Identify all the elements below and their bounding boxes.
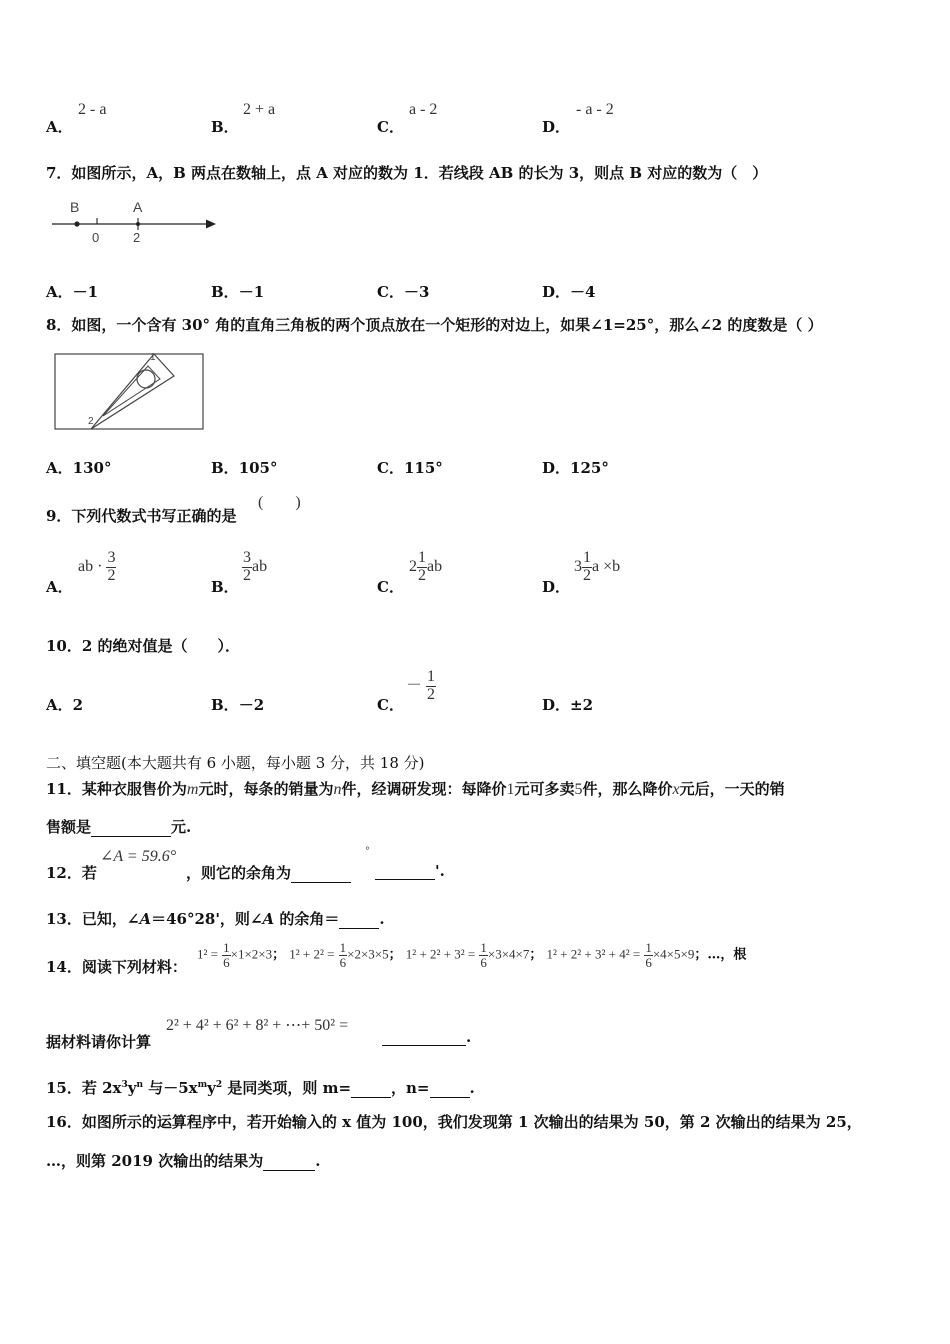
q13-text-c: 的余角＝ — [274, 910, 340, 928]
q9-option-c-expr — [409, 550, 442, 585]
q14-f1-left: 1² = — [197, 946, 218, 962]
q7-option-b — [211, 281, 264, 302]
q7-option-a-label: A． — [46, 283, 73, 301]
q6-option-c-expr: a - 2 — [409, 101, 438, 118]
q8-option-b-text: 105° — [238, 459, 278, 477]
q10-option-d-text: ±2 — [570, 696, 594, 714]
point-a-dot — [136, 222, 140, 226]
q14-f4-left: 1² + 2² + 3² + 4² = — [546, 946, 641, 962]
q14-sep-2: ； — [388, 947, 402, 963]
q7-text: 7．如图所示，A，B 两点在数轴上，点 A 对应的数为 1．若线段 AB 的长为 3，则点 B 对应的数为（ ） — [46, 164, 768, 182]
q8-rectangle-triangle-figure — [46, 346, 216, 436]
q12-expr: ∠A = 59.6° — [100, 848, 177, 865]
q13-answer-blank[interactable] — [339, 912, 379, 929]
q15-text-b2: y — [207, 1079, 216, 1097]
q9-option-d-label: D． — [542, 578, 571, 596]
q7-number-line-figure — [46, 194, 226, 250]
q15-sup-3: m — [197, 1080, 208, 1090]
q11-text-c: 件，经调研发现：每降价 — [341, 780, 507, 798]
q14-f3-fraction — [479, 941, 488, 969]
q8-option-a — [46, 457, 111, 478]
q11-text-a: 11．某种衣服售价为 — [46, 780, 187, 798]
q14-f1-den: 6 — [223, 954, 230, 970]
q15-text-c: 是同类项，则 m= — [222, 1079, 352, 1097]
q9-b-post: ab — [252, 557, 268, 575]
q14-f2-left: 1² + 2² = — [289, 946, 335, 962]
q14-sep-1: ； — [272, 947, 286, 963]
q10-option-b — [211, 694, 264, 715]
angle-1-label: 1 — [150, 352, 156, 363]
q14-f3-num: 1 — [480, 940, 487, 955]
q9-d-fraction — [582, 550, 592, 585]
q16-answer-blank[interactable] — [263, 1154, 315, 1171]
number-line-arrow-icon — [206, 220, 216, 229]
q13-text-end: . — [379, 910, 385, 928]
q14-f3-left: 1² + 2² + 3² = — [405, 946, 476, 962]
q9-d-num: 1 — [583, 549, 591, 566]
q6-option-a-expr: 2 - a — [78, 101, 107, 118]
q12-line-rest — [186, 862, 351, 883]
q15-line — [46, 1077, 475, 1098]
q8-option-c-label: C． — [377, 459, 404, 477]
q6-option-d — [542, 116, 570, 137]
q14-f1-fraction — [222, 941, 231, 969]
q9-b-num: 3 — [243, 549, 251, 566]
q9-c-post: ab — [427, 557, 443, 575]
q8-option-c-text: 115° — [403, 459, 443, 477]
q14-f1-num: 1 — [223, 940, 230, 955]
q16-line-2 — [46, 1150, 320, 1171]
q14-f3-den: 6 — [480, 954, 487, 970]
q14-answer — [382, 1028, 471, 1046]
q8-option-b — [211, 457, 278, 478]
label-b: B — [70, 199, 80, 215]
q7-option-d-text: －4 — [570, 283, 596, 301]
q14-answer-blank[interactable] — [382, 1029, 466, 1046]
q8-option-a-text: 130° — [72, 459, 112, 477]
q15-sup-1: 3 — [121, 1080, 128, 1090]
q9-c-den: 2 — [418, 566, 426, 584]
q15-m-blank[interactable] — [351, 1081, 391, 1098]
q9-c-fraction — [417, 550, 427, 585]
q14-end: . — [466, 1028, 472, 1046]
q9-a-fraction — [106, 550, 116, 585]
q8-option-a-label: A． — [46, 459, 73, 477]
q6-option-b-expr: 2 + a — [243, 101, 276, 118]
q11-answer-blank[interactable] — [91, 820, 171, 837]
q6-option-c — [377, 116, 404, 137]
q10-c-fraction — [426, 669, 436, 704]
q14-f2-num: 1 — [339, 940, 347, 955]
q12-degree-mark: ° — [365, 846, 370, 857]
q9-option-c-label: C． — [377, 578, 404, 596]
q14-expr-2: 2² + 4² + 6² + 8² + ⋯+ 50² = — [166, 1017, 349, 1034]
q8-option-d-text: 125° — [570, 459, 609, 477]
q14-f2-den: 6 — [339, 954, 347, 970]
q16-text-a: …，则第 2019 次输出的结果为 — [46, 1152, 264, 1170]
q12-line-end — [375, 862, 445, 880]
q16-text-end: . — [315, 1152, 321, 1170]
q6-option-d-expr: - a - 2 — [576, 101, 614, 118]
q9-option-b-expr — [242, 550, 267, 585]
q9-paren: ( ) — [258, 494, 301, 511]
q15-text-b: 与－5x — [143, 1079, 198, 1097]
q6-option-b-label: B． — [211, 118, 239, 136]
q7-option-b-text: －1 — [238, 283, 265, 301]
q14-lead: 14．阅读下列材料： — [46, 958, 187, 976]
q10-text: 10．2 的绝对值是（ ）． — [46, 637, 241, 655]
q9-option-b-label: B． — [211, 578, 239, 596]
q9-option-a-label: A． — [46, 578, 73, 596]
triangle-board-outer — [91, 354, 174, 429]
q10-c-den: 2 — [427, 685, 436, 703]
q15-text-a: 15．若 2x — [46, 1079, 122, 1097]
label-a: A — [133, 199, 143, 215]
tick-label-0: 0 — [92, 230, 100, 245]
q13-angle-a-2: ∠A — [249, 910, 275, 928]
q9-b-fraction — [242, 550, 252, 585]
tick-label-2: 2 — [133, 230, 141, 245]
q8-option-d — [542, 457, 609, 478]
q10-c-pre: － — [406, 676, 423, 694]
q11-text-f: 元后，一天的销 — [679, 780, 785, 798]
q6-option-d-label: D． — [542, 118, 571, 136]
q15-sup-4: 2 — [215, 1080, 223, 1090]
q12-text-pre: 12．若 — [46, 864, 97, 882]
q10-option-d-label: D． — [542, 696, 571, 714]
q11-text-b: 元时，每条的销量为 — [198, 780, 334, 798]
q15-text-end: . — [469, 1079, 475, 1097]
angle-2-label: 2 — [88, 416, 94, 427]
q10-option-a-label: A． — [46, 696, 73, 714]
q11-line-2 — [46, 816, 191, 837]
q11-num-1: 1 — [506, 781, 515, 798]
q11-text-e: 件，那么降价 — [582, 780, 673, 798]
q10-option-a — [46, 694, 83, 715]
point-b-dot — [74, 221, 79, 226]
q9-c-num: 1 — [418, 549, 426, 566]
q12-text-mid: ，则它的余角为 — [186, 864, 292, 882]
q10-option-c-expr — [406, 669, 436, 704]
q6-option-b — [211, 116, 239, 137]
q14-line-2: 据材料请你计算 — [46, 1033, 152, 1051]
q6-option-a-label: A． — [46, 118, 73, 136]
q7-option-b-label: B． — [211, 283, 239, 301]
q8-option-d-label: D． — [542, 459, 571, 477]
q9-a-den: 2 — [107, 566, 116, 584]
q15-text-a2: y — [127, 1079, 137, 1097]
q11-text-g: 售额是 — [46, 818, 92, 836]
q8-text: 8．如图，一个含有 30° 角的直角三角板的两个顶点放在一个矩形的对边上，如果∠1=25°，那么∠2 的度数是（ ） — [46, 316, 823, 334]
q10-option-b-label: B． — [211, 696, 239, 714]
q13-line — [46, 908, 385, 929]
q13-text-b: ＝46°28'，则 — [151, 910, 250, 928]
q12-minute-blank[interactable] — [375, 863, 435, 880]
q7-option-c-text: －3 — [403, 283, 430, 301]
q14-sep-3: ； — [529, 947, 543, 963]
q7-option-c-label: C． — [377, 283, 404, 301]
q12-degree-blank[interactable] — [291, 866, 351, 883]
q9-d-post: a ×b — [592, 557, 621, 575]
q14-f2-right: ×2×3×5 — [347, 946, 389, 962]
q11-text-h: 元. — [171, 818, 192, 836]
q8-option-b-label: B． — [211, 459, 239, 477]
q9-a-num: 3 — [107, 549, 116, 566]
q10-c-num: 1 — [427, 668, 436, 685]
q16-line-1: 16．如图所示的运算程序中，若开始输入的 x 值为 100，我们发现第 1 次输出的结果为 50，第 2 次输出的结果为 25， — [46, 1113, 862, 1131]
q12-line — [46, 862, 97, 883]
q9-a-pre: ab · — [78, 557, 103, 575]
q11-var-m: m — [186, 781, 199, 798]
section-2-heading: 二、填空题(本大题共有 6 小题，每小题 3 分，共 18 分) — [46, 754, 425, 772]
q7-option-a-text: －1 — [72, 283, 99, 301]
q7-option-d-label: D． — [542, 283, 571, 301]
q10-option-d — [542, 694, 593, 715]
q7-option-d — [542, 281, 595, 302]
q10-option-a-text: 2 — [72, 696, 84, 714]
q13-text-a: 13．已知， — [46, 910, 127, 928]
q11-text-d: 元可多卖 — [514, 780, 575, 798]
q14-f1-right: ×1×2×3 — [230, 946, 273, 962]
q9-option-d-expr — [574, 550, 620, 585]
q15-sup-2: n — [136, 1080, 144, 1090]
q6-option-c-label: C． — [377, 118, 404, 136]
q15-text-d: ，n= — [391, 1079, 430, 1097]
q14-f4-den: 6 — [645, 954, 652, 970]
q7-option-c — [377, 281, 429, 302]
q11-line-1 — [46, 778, 785, 799]
q10-option-b-text: －2 — [238, 696, 265, 714]
q9-d-den: 2 — [583, 566, 591, 584]
q9-text: 9．下列代数式书写正确的是 — [46, 507, 237, 525]
q11-var-x: x — [672, 781, 680, 798]
q9-option-a-expr — [78, 550, 116, 585]
q14-f4-right: ×4×5×9 — [652, 946, 695, 962]
q6-option-a — [46, 116, 73, 137]
q15-n-blank[interactable] — [430, 1081, 470, 1098]
q7-option-a — [46, 281, 98, 302]
q13-angle-a: ∠A — [126, 910, 152, 928]
q14-formulas — [197, 941, 746, 969]
q10-option-c-label: C． — [377, 696, 404, 714]
q14-f2-fraction — [339, 941, 348, 969]
q14-f4-num: 1 — [645, 940, 652, 955]
q9-b-den: 2 — [243, 566, 251, 584]
triangle-hole-circle — [137, 370, 155, 388]
q8-option-c — [377, 457, 443, 478]
rectangle-shape — [55, 354, 203, 429]
q11-var-n: n — [333, 781, 342, 798]
q12-text-post: '. — [435, 862, 445, 880]
q9-d-pre: 3 — [574, 557, 582, 575]
q14-f4-fraction — [644, 941, 653, 969]
q14-f3-right: ×3×4×7 — [487, 946, 530, 962]
q14-tail: ；…，根 — [694, 947, 747, 963]
q9-c-pre: 2 — [409, 557, 417, 575]
q11-num-5: 5 — [574, 781, 583, 798]
